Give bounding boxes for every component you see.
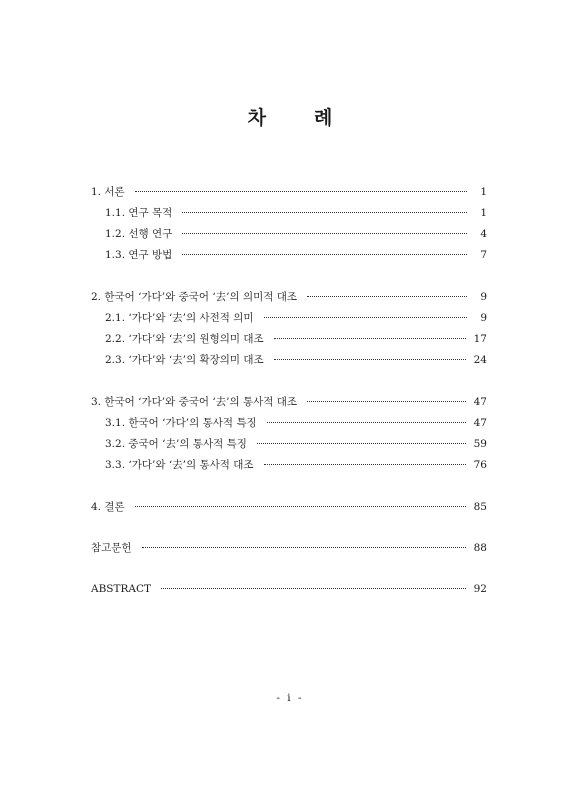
title-char-1: 차 bbox=[247, 107, 266, 129]
toc-entry-page: 76 bbox=[473, 459, 487, 471]
toc-entry-page: 7 bbox=[480, 249, 487, 261]
toc-entry-label: 1.3. 연구 방법 bbox=[105, 249, 173, 261]
toc-entry-page: 59 bbox=[473, 438, 487, 450]
dot-leader bbox=[135, 506, 466, 507]
toc-entry-page: 4 bbox=[480, 228, 487, 240]
dot-leader bbox=[274, 338, 466, 339]
dot-leader bbox=[182, 212, 467, 213]
toc-spacer bbox=[91, 476, 487, 497]
toc-entry-label: 4. 결론 bbox=[91, 501, 125, 513]
toc-entry-page: 1 bbox=[480, 186, 487, 198]
toc-entry-references[interactable] bbox=[91, 538, 487, 559]
toc-entry-abstract[interactable] bbox=[91, 579, 487, 600]
toc-entry-page: 9 bbox=[480, 291, 487, 303]
toc-entry-page: 47 bbox=[473, 417, 487, 429]
toc-entry-label: 2.2. ‘가다’와 ‘去’의 원형의미 대조 bbox=[105, 333, 264, 345]
toc-entry-label: 2.1. ‘가다’와 ‘去’의 사전적 의미 bbox=[105, 312, 254, 324]
toc-entry-label: 참고문헌 bbox=[91, 542, 132, 554]
toc-spacer bbox=[91, 266, 487, 287]
dot-leader bbox=[135, 191, 467, 192]
toc-entry-page: 9 bbox=[480, 312, 487, 324]
toc-entry-label: 3.2. 중국어 ‘去’의 통사적 특징 bbox=[105, 438, 247, 450]
toc-entry-section-2-2[interactable] bbox=[91, 329, 487, 350]
toc-entry-chapter-3[interactable] bbox=[91, 392, 487, 413]
toc-spacer bbox=[91, 559, 487, 579]
toc-entry-label: 1.1. 연구 목적 bbox=[105, 207, 173, 219]
toc-entry-page: 47 bbox=[473, 396, 487, 408]
page-number: - i - bbox=[276, 692, 304, 704]
toc-entry-section-1-2[interactable] bbox=[91, 224, 487, 245]
toc-entry-chapter-2[interactable] bbox=[91, 287, 487, 308]
toc-spacer bbox=[91, 518, 487, 538]
dot-leader bbox=[274, 359, 466, 360]
toc-spacer bbox=[91, 371, 487, 392]
toc-entry-page: 24 bbox=[473, 354, 487, 366]
dot-leader bbox=[307, 296, 467, 297]
toc-entry-page: 88 bbox=[473, 542, 487, 554]
dot-leader bbox=[264, 464, 466, 465]
dot-leader bbox=[182, 233, 467, 234]
toc-entry-chapter-1[interactable] bbox=[91, 182, 487, 203]
toc-entry-section-2-1[interactable] bbox=[91, 308, 487, 329]
toc-entry-label: 1. 서론 bbox=[91, 186, 125, 198]
toc-entry-section-1-3[interactable] bbox=[91, 245, 487, 266]
toc-entry-label: 2. 한국어 ‘가다’와 중국어 ‘去’의 의미적 대조 bbox=[91, 291, 298, 303]
toc-entry-chapter-4[interactable] bbox=[91, 497, 487, 518]
toc-entry-label: 3. 한국어 ‘가다’와 중국어 ‘去’의 통사적 대조 bbox=[91, 396, 298, 408]
toc-entry-section-3-2[interactable] bbox=[91, 434, 487, 455]
toc-entry-section-3-1[interactable] bbox=[91, 413, 487, 434]
toc-entry-page: 85 bbox=[473, 501, 487, 513]
toc-entry-label: 2.3. ‘가다’와 ‘去’의 확장의미 대조 bbox=[105, 354, 264, 366]
toc-entry-section-1-1[interactable] bbox=[91, 203, 487, 224]
toc-entry-page: 17 bbox=[473, 333, 487, 345]
title-char-2: 례 bbox=[314, 107, 333, 129]
dot-leader bbox=[267, 422, 466, 423]
toc-entry-page: 1 bbox=[480, 207, 487, 219]
page-title bbox=[0, 103, 580, 130]
dot-leader bbox=[182, 254, 467, 255]
toc-entry-section-2-3[interactable] bbox=[91, 350, 487, 371]
toc-entry-label: 1.2. 선행 연구 bbox=[105, 228, 173, 240]
dot-leader bbox=[161, 588, 466, 589]
toc-entry-section-3-3[interactable] bbox=[91, 455, 487, 476]
toc-entry-page: 92 bbox=[473, 583, 487, 595]
dot-leader bbox=[264, 317, 467, 318]
dot-leader bbox=[307, 401, 466, 402]
toc-entry-label: 3.3. ‘가다’와 ‘去’의 통사적 대조 bbox=[105, 459, 254, 471]
toc-entry-label: 3.1. 한국어 ‘가다’의 통사적 특징 bbox=[105, 417, 257, 429]
dot-leader bbox=[257, 443, 466, 444]
dot-leader bbox=[142, 547, 466, 548]
table-of-contents bbox=[91, 182, 487, 600]
toc-entry-label: ABSTRACT bbox=[91, 583, 152, 595]
